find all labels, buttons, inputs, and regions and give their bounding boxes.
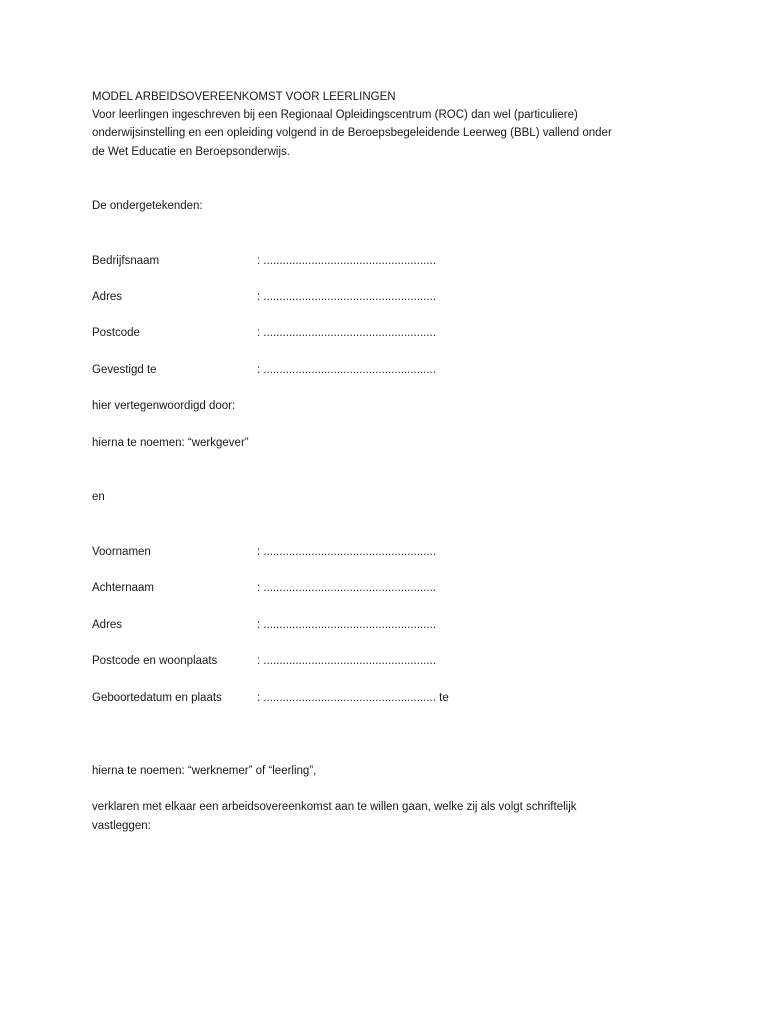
field-voornamen[interactable] bbox=[92, 547, 592, 561]
declaration-line: vastleggen: bbox=[92, 820, 151, 832]
field-label: Postcode bbox=[92, 327, 140, 339]
field-label: Achternaam bbox=[92, 582, 155, 594]
field-adres-werkgever[interactable] bbox=[92, 292, 592, 306]
field-value[interactable]: : ...................................................... bbox=[257, 255, 436, 267]
field-value[interactable]: : ...................................................... bbox=[257, 291, 436, 303]
field-value[interactable]: : ...................................................... bbox=[257, 655, 436, 667]
employee-named-text: hierna te noemen: “werknemer” of “leerling”, bbox=[92, 765, 317, 777]
field-value[interactable]: : ...................................................... bbox=[257, 546, 436, 558]
field-label: Geboortedatum en plaats bbox=[92, 692, 222, 704]
represented-by-text: hier vertegenwoordigd door: bbox=[92, 400, 236, 412]
field-value[interactable]: : ...................................................... bbox=[257, 619, 436, 631]
field-postcode-werkgever[interactable] bbox=[92, 328, 592, 342]
field-gevestigd-te[interactable] bbox=[92, 365, 592, 379]
field-achternaam[interactable] bbox=[92, 583, 592, 597]
field-label: Voornamen bbox=[92, 546, 151, 558]
field-label: Adres bbox=[92, 291, 123, 303]
field-postcode-woonplaats[interactable] bbox=[92, 656, 592, 670]
conjunction-text: en bbox=[92, 491, 105, 503]
field-label: Bedrijfsnaam bbox=[92, 255, 160, 267]
intro-line: Voor leerlingen ingeschreven bij een Regionaal Opleidingscentrum (ROC) dan wel (particuliere) bbox=[92, 109, 578, 121]
field-label: Postcode en woonplaats bbox=[92, 655, 218, 667]
field-value[interactable]: : ...................................................... bbox=[257, 327, 436, 339]
document-title: MODEL ARBEIDSOVEREENKOMST VOOR LEERLINGEN bbox=[92, 91, 396, 103]
declaration-line: verklaren met elkaar een arbeidsovereenkomst aan te willen gaan, welke zij als volgt schriftelijk bbox=[92, 801, 577, 813]
field-adres-werknemer[interactable] bbox=[92, 620, 592, 634]
undersigned-heading: De ondergetekenden: bbox=[92, 200, 203, 212]
field-geboortedatum-plaats[interactable] bbox=[92, 693, 592, 707]
field-value[interactable]: : ...................................................... bbox=[257, 582, 436, 594]
field-value[interactable]: : ...................................................... bbox=[257, 364, 436, 376]
field-label: Adres bbox=[92, 619, 123, 631]
field-label: Gevestigd te bbox=[92, 364, 157, 376]
intro-line: onderwijsinstelling en een opleiding volgend in de Beroepsbegeleidende Leerweg (BBL) vallend onder bbox=[92, 127, 612, 139]
field-bedrijfsnaam[interactable] bbox=[92, 256, 592, 270]
field-value[interactable]: : ...................................................... te bbox=[257, 692, 449, 704]
intro-line: de Wet Educatie en Beroepsonderwijs. bbox=[92, 146, 290, 158]
employer-named-text: hierna te noemen: “werkgever” bbox=[92, 437, 249, 449]
